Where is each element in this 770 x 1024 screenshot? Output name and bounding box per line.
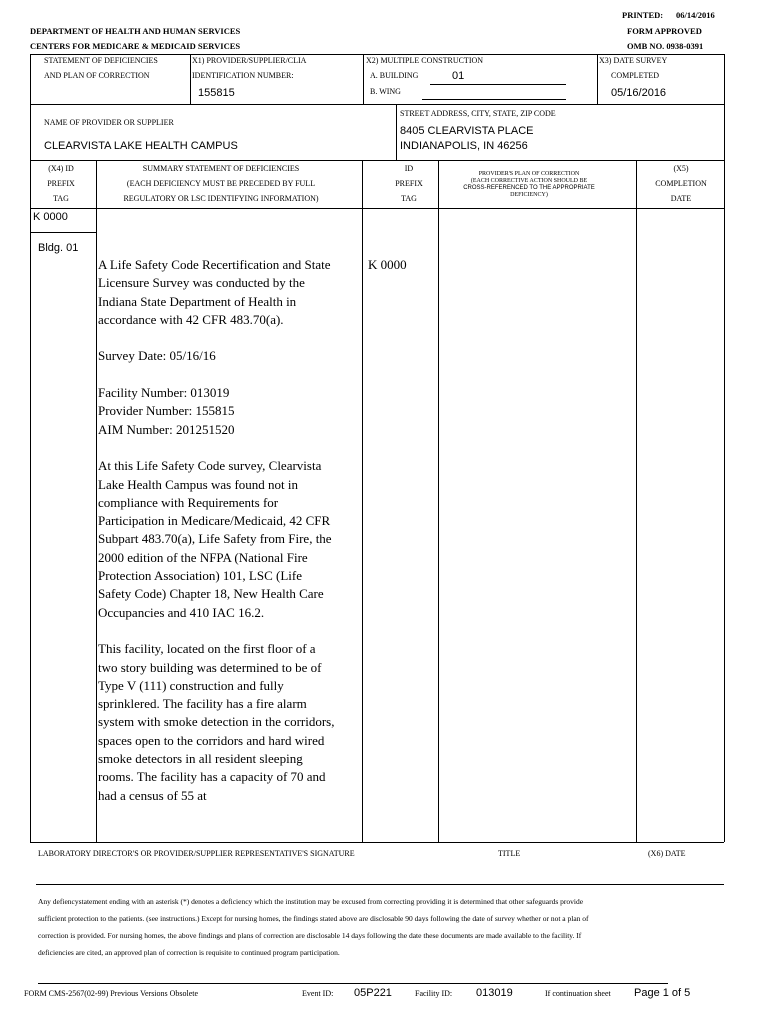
continuation-label: If continuation sheet: [545, 989, 611, 998]
facility-number: Facility Number: 013019: [98, 385, 230, 401]
grid-line: [30, 104, 31, 160]
summary-header-2: (EACH DEFICIENCY MUST BE PRECEDED BY FULL: [126, 179, 316, 188]
left-tag: K 0000: [33, 211, 68, 223]
plan-header: [440, 171, 618, 199]
date-label: (X6) DATE: [648, 849, 686, 858]
footnote-line: [38, 983, 668, 984]
paragraph: This facility, located on the first floor of a two story building was determined to be of Type V (111) construction and fully sprinklered. The facility has a fire alarm system with smoke detection in the corridors, spaces open to the corridors and hard wired smoke detectors in all resident sleeping rooms. The facility has a capacity of 70 and had a census of 55 at: [98, 641, 335, 803]
cms-name: CENTERS FOR MEDICARE & MEDICAID SERVICES: [30, 41, 241, 51]
x3-label: X3) DATE SURVEY: [599, 56, 668, 65]
deficiency-text: [98, 256, 338, 805]
address-label: STREET ADDRESS, CITY, STATE, ZIP CODE: [400, 109, 556, 118]
paragraph: [98, 384, 338, 439]
plan-header-3: CROSS-REFERENCED TO THE APPROPRIATE: [463, 185, 595, 191]
paragraph: At this Life Safety Code survey, Clearvista Lake Health Campus was found not in compliance with Requirements for Participation in Medicare/Medicaid, 42 CFR Subpart 483.70(a), Life Safety from Fire, the 2000 edition of the NFPA (National Fire Protection Association) 101, LSC (Life Safety Code) Chapter 18, New Health Care Occupancies and 410 IAC 16.2.: [98, 458, 332, 620]
building-label: A. BUILDING: [370, 71, 419, 80]
id-header-2: PREFIX: [395, 179, 423, 188]
plan-header-4: DEFICIENCY): [510, 192, 548, 198]
provider-number-line: Provider Number: 155815: [98, 403, 235, 419]
grid-line: [190, 54, 191, 104]
plan-header-2: (EACH CORRECTIVE ACTION SHOULD BE: [470, 178, 588, 184]
facility-id: 013019: [476, 987, 513, 999]
paragraph: Survey Date: 05/16/16: [98, 348, 216, 364]
footnote: Any defiencystatement ending with an asterisk (*) denotes a deficiency which the institution may be excused from correcting providing it is determined that other safeguards provide sufficient protection to the patients. (see instructions.) Except for nursing homes, the findings stated above are disclosable 90 days following the date of survey whether or not a plan of correction is provided. For nursing homes, the above findings and plans of correction are disclosable 14 days following the date these documents are made available to the facility. If deficiencies are cited, an approved plan of correction is requisite to continued program participation.: [38, 897, 589, 957]
x5-header-3: DATE: [670, 194, 692, 203]
x5-header: (X5): [673, 164, 689, 173]
col-line-id: [438, 160, 439, 842]
grid-line: [30, 54, 31, 104]
right-tag: K 0000: [368, 257, 407, 272]
paragraph: A Life Safety Code Recertification and State Licensure Survey was conducted by the Indiana State Department of Health in accordance with 42 CFR 483.70(a).: [98, 257, 331, 327]
id-header-3: TAG: [401, 194, 417, 203]
tag-underline: [30, 232, 96, 233]
event-label: Event ID:: [302, 989, 334, 998]
grid-line: [30, 104, 724, 105]
page-number: Page 1 of 5: [634, 987, 691, 999]
col-line-prefix: [96, 160, 97, 842]
grid-line: [30, 160, 724, 161]
wing-label: B. WING: [370, 87, 401, 96]
signature-line: [36, 884, 724, 885]
title-label: TITLE: [498, 849, 521, 858]
x4-header-3: TAG: [53, 194, 69, 203]
aim-number: AIM Number: 201251520: [98, 421, 235, 437]
wing-underline: [422, 99, 566, 100]
provider-number: 155815: [198, 87, 235, 99]
col-line-right: [724, 54, 725, 842]
x1-label: X1) PROVIDER/SUPPLIER/CLIA: [192, 56, 307, 65]
building-value: 01: [452, 70, 465, 82]
event-id: 05P221: [354, 987, 392, 999]
form-approved: FORM APPROVED: [627, 26, 702, 36]
department-name: DEPARTMENT OF HEALTH AND HUMAN SERVICES: [30, 26, 241, 36]
summary-header: SUMMARY STATEMENT OF DEFICIENCIES: [142, 164, 300, 173]
address-line-2: INDIANAPOLIS, IN 46256: [400, 140, 528, 152]
provider-name-label: NAME OF PROVIDER OR SUPPLIER: [44, 118, 174, 127]
printed-label: PRINTED:: [622, 10, 664, 20]
omb-number: OMB NO. 0938-0391: [627, 41, 704, 51]
x3-label-2: COMPLETED: [611, 71, 659, 80]
date-completed: 05/16/2016: [611, 87, 667, 99]
x2-label: X2) MULTIPLE CONSTRUCTION: [366, 56, 484, 65]
col-line-summary: [362, 160, 363, 842]
grid-line: [30, 208, 724, 209]
address-line-1: 8405 CLEARVISTA PLACE: [400, 125, 534, 137]
printed-date: 06/14/2016: [676, 10, 715, 20]
col-line-plan: [636, 160, 637, 842]
grid-line: [396, 104, 397, 160]
grid-line: [597, 54, 598, 104]
id-header: ID: [404, 164, 414, 173]
summary-header-3: REGULATORY OR LSC IDENTIFYING INFORMATION): [123, 194, 319, 203]
plan-header-1: PROVIDER'S PLAN OF CORRECTION: [478, 171, 580, 177]
grid-line-bottom: [30, 842, 724, 843]
col-line-left: [30, 160, 31, 842]
signature-label: LABORATORY DIRECTOR'S OR PROVIDER/SUPPLIER REPRESENTATIVE'S SIGNATURE: [38, 849, 355, 858]
form-number: FORM CMS-2567(02-99) Previous Versions Obsolete: [24, 989, 199, 998]
x1-label-2: IDENTIFICATION NUMBER:: [192, 71, 294, 80]
grid-line-top: [30, 54, 724, 55]
x4-header-2: PREFIX: [47, 179, 75, 188]
x4-header: (X4) ID: [48, 164, 74, 173]
facility-label: Facility ID:: [415, 989, 453, 998]
statement-label-2: AND PLAN OF CORRECTION: [44, 71, 150, 80]
building-underline: [430, 84, 566, 85]
provider-name: CLEARVISTA LAKE HEALTH CAMPUS: [44, 140, 238, 152]
grid-line: [363, 54, 364, 104]
statement-label: STATEMENT OF DEFICIENCIES: [44, 56, 158, 65]
building-tag: Bldg. 01: [38, 242, 79, 254]
x5-header-2: COMPLETION: [655, 179, 707, 188]
